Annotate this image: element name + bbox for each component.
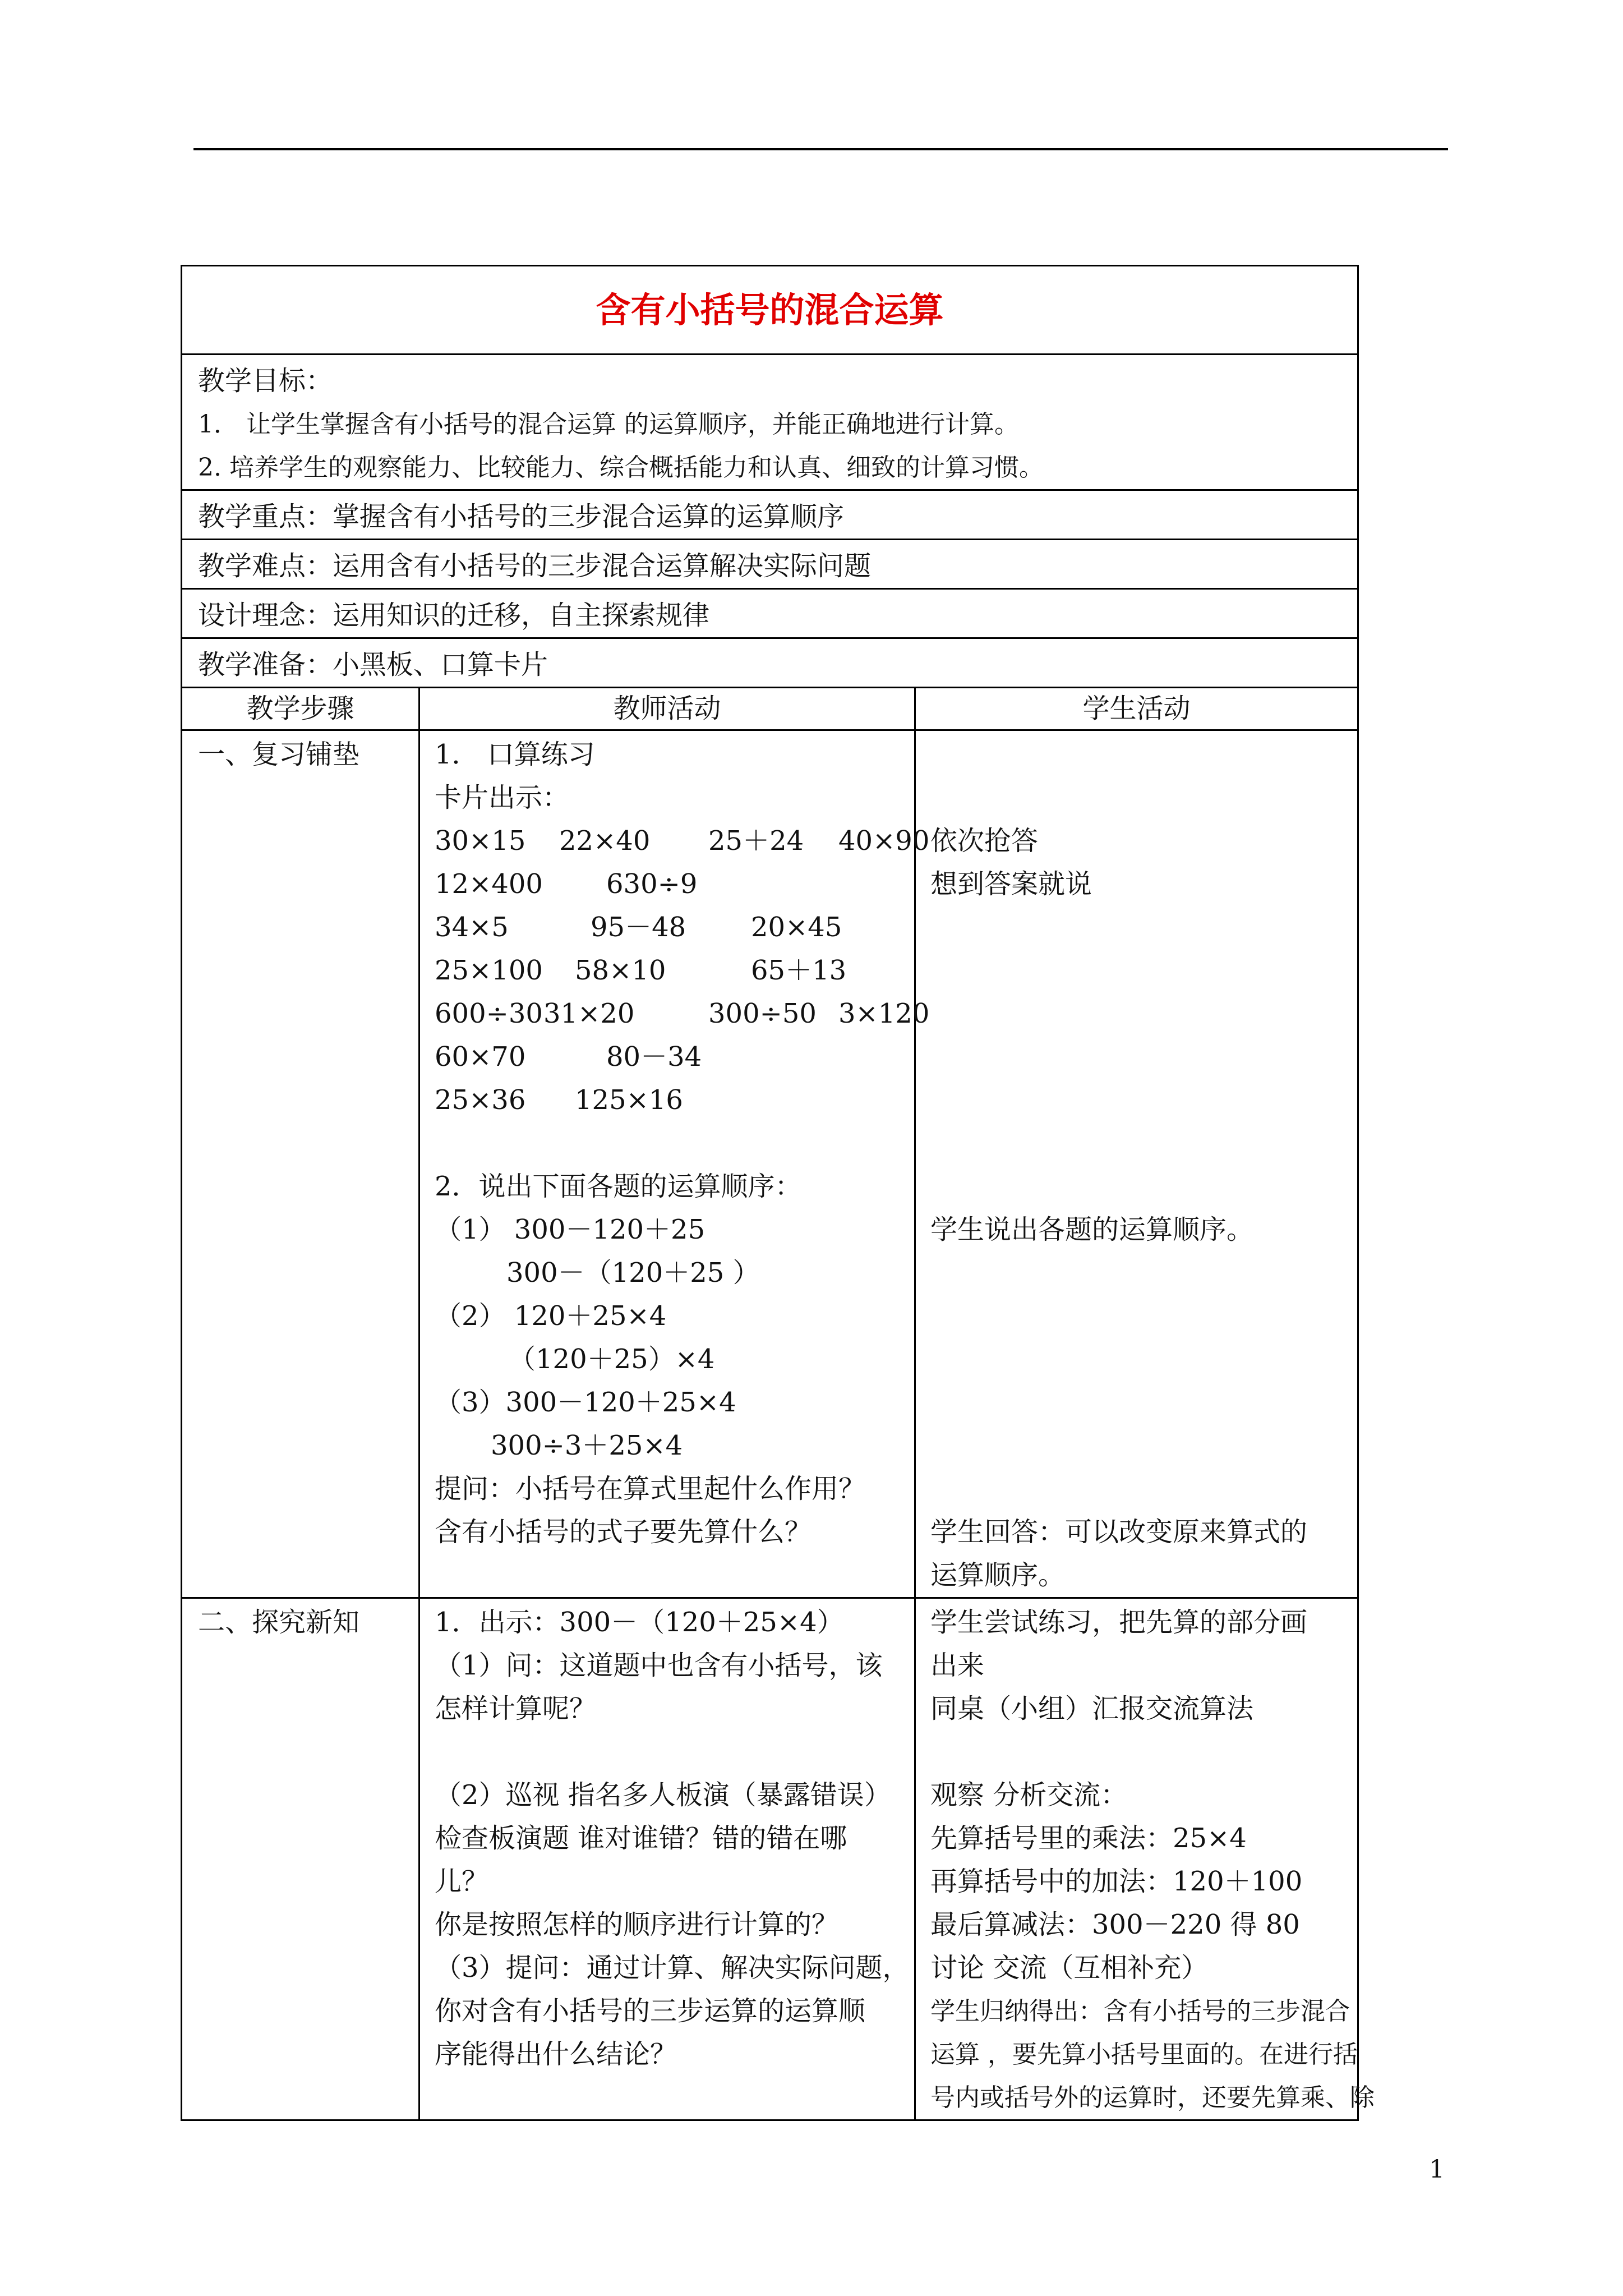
student-line: 号内或括号外的运算时，还要先算乘、除 <box>930 2083 1375 2112</box>
page-number: 1 <box>1429 2155 1445 2184</box>
card-label: 卡片出示： <box>435 782 570 813</box>
student-line: 先算括号里的乘法：25×4 <box>930 1823 1247 1854</box>
column-header-teacher: 教师活动 <box>419 688 915 730</box>
oral-expression: 20×45 <box>751 912 842 943</box>
section-review-row <box>182 730 1358 1598</box>
key-point-row <box>182 490 1358 540</box>
order-title: 2．说出下面各题的运算顺序： <box>435 1171 802 1202</box>
section-explore-row <box>182 1598 1358 2120</box>
column-header-row <box>182 688 1358 730</box>
oral-row <box>435 906 914 949</box>
objective-2: 2. 培养学生的观察能力、比较能力、综合概括能力和认真、细致的计算习惯。 <box>198 453 1044 482</box>
student-reply: 学生回答：可以改变原来算式的 <box>930 1516 1308 1548</box>
oral-expression: 80－34 <box>606 1041 702 1073</box>
student-order-answer: 学生说出各题的运算顺序。 <box>930 1214 1254 1245</box>
teacher-activity-review <box>419 730 930 1598</box>
oral-expression: 58×10 <box>575 955 666 986</box>
oral-expression: 40×90 <box>838 825 930 857</box>
objectives-cell <box>182 355 1358 490</box>
oral-expression: 300÷50 <box>708 998 817 1029</box>
oral-expression: 25×36 <box>435 1084 526 1116</box>
oral-expression: 60×70 <box>435 1041 526 1073</box>
student-line: 学生尝试练习，把先算的部分画 <box>930 1607 1308 1638</box>
teacher-line: 序能得出什么结论？ <box>435 2039 677 2070</box>
oral-expression: 31×20 <box>543 998 635 1029</box>
oral-expression: 34×5 <box>435 912 509 943</box>
teacher-line: （1）问：这道题中也含有小括号，该 <box>435 1650 883 1681</box>
design-concept: 设计理念：运用知识的迁移，自主探索规律 <box>182 589 1358 638</box>
teacher-line: 检查板演题 谁对谁错？错的错在哪 <box>435 1823 847 1854</box>
difficulty-row <box>182 540 1358 589</box>
oral-expression: 22×40 <box>559 825 651 857</box>
student-reply: 运算顺序。 <box>930 1559 1066 1591</box>
student-line: 学生归纳得出：含有小括号的三步混合 <box>930 1997 1350 2026</box>
teacher-line: 你是按照怎样的顺序进行计算的？ <box>435 1909 839 1940</box>
oral-expression: 125×16 <box>575 1084 683 1116</box>
teacher-line: 1．出示：300－（120＋25×4） <box>435 1607 844 1638</box>
oral-row <box>435 863 914 906</box>
key-point: 教学重点：掌握含有小括号的三步混合运算的运算顺序 <box>182 490 1358 540</box>
step-explore <box>182 1598 419 2120</box>
teacher-question: 提问：小括号在算式里起什么作用？ <box>435 1473 866 1504</box>
teacher-question: 含有小括号的式子要先算什么？ <box>435 1516 812 1548</box>
step-label: 二、探究新知 <box>198 1607 360 1638</box>
column-header-steps: 教学步骤 <box>182 688 419 730</box>
student-activity-explore <box>915 1598 1375 2120</box>
oral-row <box>435 1079 914 1122</box>
oral-expression: 30×15 <box>435 825 526 857</box>
teacher-line: （3）提问：通过计算、解决实际问题， <box>435 1952 910 1984</box>
order-line: （3）300－120＋25×4 <box>435 1387 736 1418</box>
lesson-plan-table <box>181 265 1375 2121</box>
oral-expression: 25×100 <box>435 955 543 986</box>
step-review <box>182 730 419 1598</box>
student-line: 观察 分析交流： <box>930 1779 1128 1811</box>
lesson-title: 含有小括号的混合运算 <box>182 266 1358 355</box>
oral-expression: 65＋13 <box>751 955 847 986</box>
teacher-activity-explore <box>419 1598 915 2120</box>
student-activity-review <box>915 730 1358 1598</box>
objectives-label: 教学目标： <box>198 365 333 397</box>
difficulty: 教学难点：运用含有小括号的三步混合运算解决实际问题 <box>182 540 1358 589</box>
order-line: （1） 300－120＋25 <box>435 1214 706 1245</box>
step-label: 一、复习铺垫 <box>198 739 360 770</box>
objective-1: 1． 让学生掌握含有小括号的混合运算 的运算顺序，并能正确地进行计算。 <box>198 410 1019 439</box>
student-line: 最后算减法：300－220 得 80 <box>930 1909 1300 1940</box>
order-line: 300－（120＋25 ） <box>506 1257 760 1289</box>
preparation: 教学准备：小黑板、口算卡片 <box>182 638 1358 688</box>
teacher-line: 怎样计算呢？ <box>435 1693 597 1724</box>
title-row <box>182 266 1358 355</box>
order-line: 300÷3＋25×4 <box>491 1430 683 1461</box>
oral-practice-title: 1． 口算练习 <box>435 739 595 770</box>
oral-expression: 600÷30 <box>435 998 543 1029</box>
oral-expression: 3×120 <box>838 998 930 1029</box>
oral-row <box>435 992 930 1036</box>
objectives-row <box>182 355 1358 490</box>
order-line: （120＋25）×4 <box>509 1343 715 1375</box>
student-line: 出来 <box>930 1650 985 1681</box>
preparation-row <box>182 638 1358 688</box>
student-answer: 依次抢答 <box>930 825 1039 857</box>
oral-row <box>435 820 930 863</box>
student-line: 运算 ，要先算小括号里面的。在进行括 <box>930 2040 1358 2069</box>
student-answer: 想到答案就说 <box>930 868 1092 900</box>
order-line: （2） 120＋25×4 <box>435 1300 667 1332</box>
oral-expression: 95－48 <box>591 912 686 943</box>
teacher-line: 儿？ <box>435 1866 489 1897</box>
header-rule <box>193 148 1448 150</box>
design-concept-row <box>182 589 1358 638</box>
oral-row <box>435 1036 914 1079</box>
column-header-student: 学生活动 <box>915 688 1358 730</box>
student-line: 讨论 交流（互相补充） <box>930 1952 1209 1984</box>
oral-expression: 630÷9 <box>606 868 698 900</box>
oral-row <box>435 949 914 992</box>
student-line: 再算括号中的加法：120＋100 <box>930 1866 1303 1897</box>
teacher-line: 你对含有小括号的三步运算的运算顺 <box>435 1995 866 2027</box>
oral-expression: 25＋24 <box>708 825 804 857</box>
student-line: 同桌（小组）汇报交流算法 <box>930 1693 1254 1724</box>
teacher-line: （2）巡视 指名多人板演（暴露错误） <box>435 1779 891 1811</box>
oral-expression: 12×400 <box>435 868 543 900</box>
